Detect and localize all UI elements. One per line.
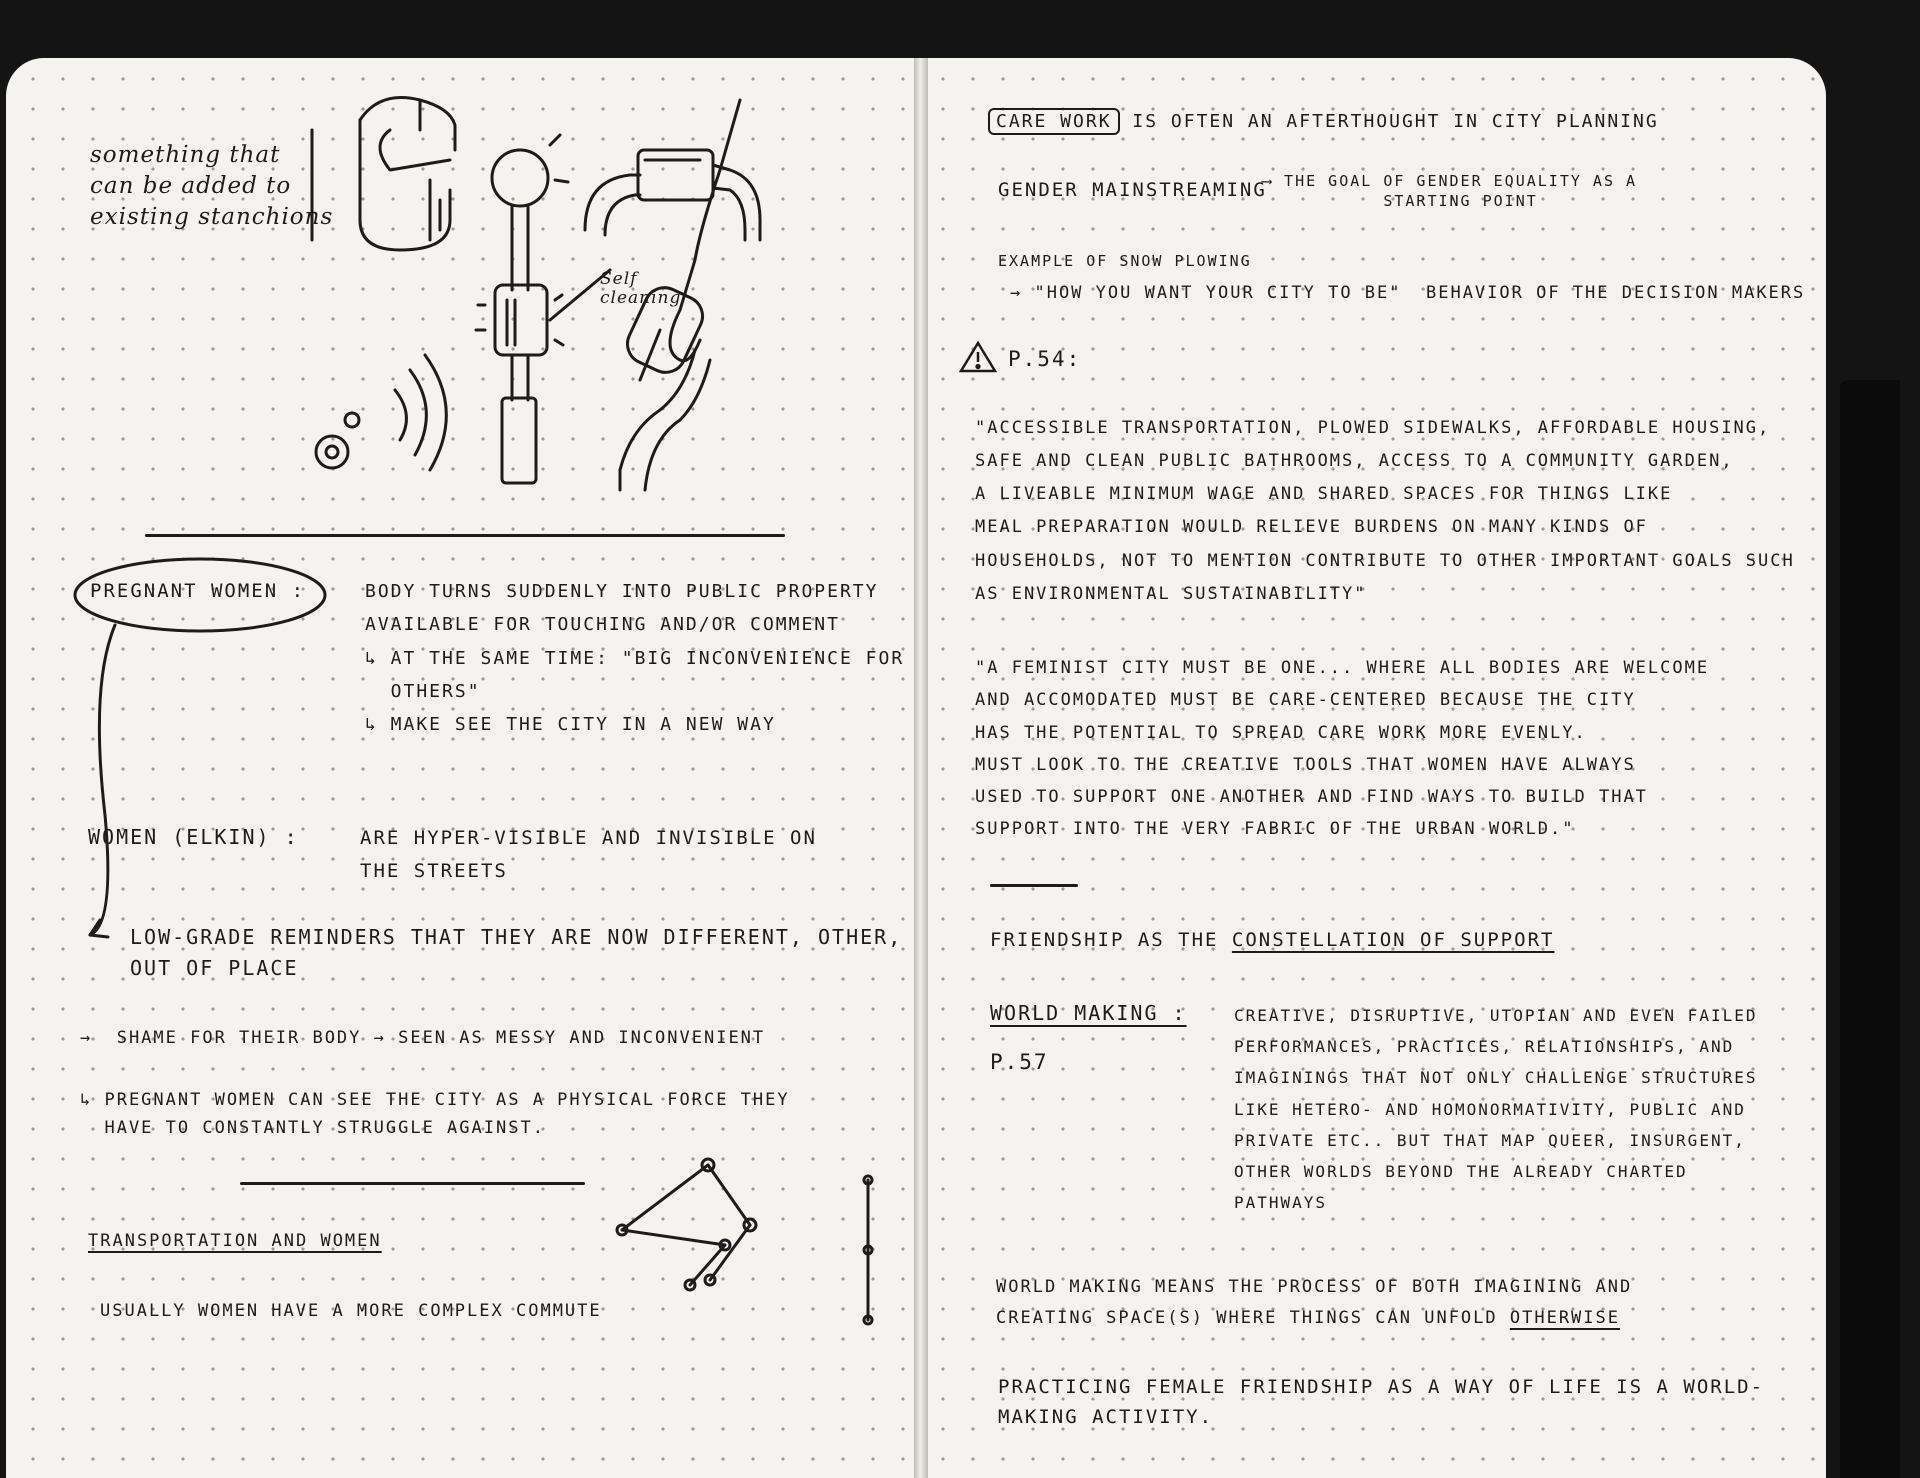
women-elkin-label: WOMEN (ELKIN) : bbox=[88, 825, 299, 849]
commute-diagram bbox=[610, 1150, 890, 1340]
care-work-text: IS OFTEN AN AFTERTHOUGHT IN CITY PLANNING bbox=[1119, 111, 1659, 132]
transportation-heading bbox=[88, 1228, 382, 1254]
sketch-caption: something that can be added to existing stanchions bbox=[90, 142, 334, 231]
elastic-strap bbox=[1840, 380, 1900, 1478]
page-reference-54: P.54: bbox=[1008, 347, 1082, 371]
warning-icon bbox=[958, 340, 998, 378]
page-reference-57: P.57 bbox=[990, 1050, 1049, 1074]
gender-mainstreaming-definition: ⟶ THE GOAL OF GENDER EQUALITY AS A STARTING POINT bbox=[1262, 172, 1638, 210]
binding-gutter bbox=[914, 58, 928, 1478]
world-making-label-text: WORLD MAKING : bbox=[990, 1001, 1187, 1025]
constellation-of-support: CONSTELLATION OF SUPPORT bbox=[1231, 929, 1555, 951]
transportation-heading-text: TRANSPORTATION AND WOMEN bbox=[88, 1231, 382, 1251]
otherwise-emphasis: OTHERWISE bbox=[1509, 1307, 1620, 1328]
world-making-label bbox=[990, 998, 1187, 1029]
struggle-note: ↳ PREGNANT WOMEN CAN SEE THE CITY AS A PHYSICAL FORCE THEY HAVE TO CONSTANTLY STRUGGLE AGAINST. bbox=[80, 1090, 790, 1139]
shame-note: → SHAME FOR THEIR BODY → SEEN AS MESSY AND INCONVENIENT bbox=[80, 1028, 766, 1048]
closing-statement: PRACTICING FEMALE FRIENDSHIP AS A WAY OF LIFE IS A WORLD- MAKING ACTIVITY. bbox=[998, 1376, 1765, 1429]
world-making-means bbox=[996, 1272, 1632, 1333]
world-making-definition: CREATIVE, DISRUPTIVE, UTOPIAN AND EVEN FAILED PERFORMANCES, PRACTICES, RELATIONSHIPS, AND IMAGININGS THAT NOT ONLY CHALLENGE STRUCTURES LIKE HETERO- AND HOMONORMATIVITY, PUBLIC AND PRIVATE ETC.. BUT THAT MAP QUEER, INSURGENT, OTHER WORLDS BEYOND THE ALREADY CHARTED PATHWAYS bbox=[1234, 1006, 1758, 1213]
feminist-city-quote: "A FEMINIST CITY MUST BE ONE... WHERE ALL BODIES ARE WELCOME AND ACCOMODATED MUST BE CARE-CENTERED BECAUSE THE CITY HAS THE POTENTIAL TO SPREAD CARE WORK MORE EVENLY. MUST LOOK TO THE CREATIVE TOOLS THAT WOMEN HAVE ALWAYS USED TO SUPPORT ONE ANOTHER AND FIND WAYS TO BUILD THAT SUPPORT INTO THE VERY FABRIC OF THE URBAN WORLD." bbox=[975, 658, 1710, 840]
pregnant-women-label: PREGNANT WOMEN : bbox=[90, 580, 306, 602]
pregnant-women-bubble bbox=[60, 565, 350, 965]
pregnant-women-notes: BODY TURNS SUDDENLY INTO PUBLIC PROPERTY AVAILABLE FOR TOUCHING AND/OR COMMENT ↳ AT THE SAME TIME: "BIG INCONVENIENCE FOR OTHERS" ↳ MAKE SEE THE CITY IN A NEW WAY bbox=[365, 581, 905, 736]
friendship-line bbox=[990, 926, 1554, 955]
short-divider bbox=[240, 1182, 585, 1185]
right-short-divider bbox=[990, 884, 1078, 887]
snow-plowing-quote: → "HOW YOU WANT YOUR CITY TO BE" BEHAVIOR OF THE DECISION MAKERS bbox=[1010, 283, 1806, 303]
world-making-means-text: WORLD MAKING MEANS THE PROCESS OF BOTH IMAGINING AND CREATING SPACE(S) WHERE THINGS CAN UNFOLD bbox=[996, 1277, 1633, 1328]
stanchion-sketch bbox=[300, 90, 820, 490]
care-work-box: CARE WORK bbox=[988, 108, 1120, 135]
quote-page-54: "ACCESSIBLE TRANSPORTATION, PLOWED SIDEWALKS, AFFORDABLE HOUSING, SAFE AND CLEAN PUBLIC BATHROOMS, ACCESS TO A COMMUNITY GARDEN, A LIVEABLE MINIMUM WAGE AND SHARED SPACES FOR THINGS LIKE MEAL PREPARATION WOULD RELIEVE BURDENS ON MANY KINDS OF HOUSEHOLDS, NOT TO MENTION CONTRIBUTE TO OTHER IMPORTANT GOALS SUCH AS ENVIRONMENTAL SUSTAINABILITY" bbox=[975, 418, 1795, 604]
snow-plowing-example: EXAMPLE OF SNOW PLOWING bbox=[998, 252, 1252, 270]
low-grade-reminders: LOW-GRADE REMINDERS THAT THEY ARE NOW DIFFERENT, OTHER, OUT OF PLACE bbox=[130, 925, 903, 980]
friendship-prefix: FRIENDSHIP AS THE bbox=[990, 929, 1232, 951]
care-work-line bbox=[988, 108, 1659, 136]
self-cleaning-label: Self cleaning bbox=[600, 269, 682, 308]
section-divider bbox=[145, 534, 785, 537]
commute-note: USUALLY WOMEN HAVE A MORE COMPLEX COMMUTE bbox=[100, 1301, 602, 1321]
gender-mainstreaming-label: GENDER MAINSTREAMING bbox=[998, 179, 1267, 201]
women-elkin-notes: ARE HYPER-VISIBLE AND INVISIBLE ON THE STREETS bbox=[360, 827, 817, 883]
